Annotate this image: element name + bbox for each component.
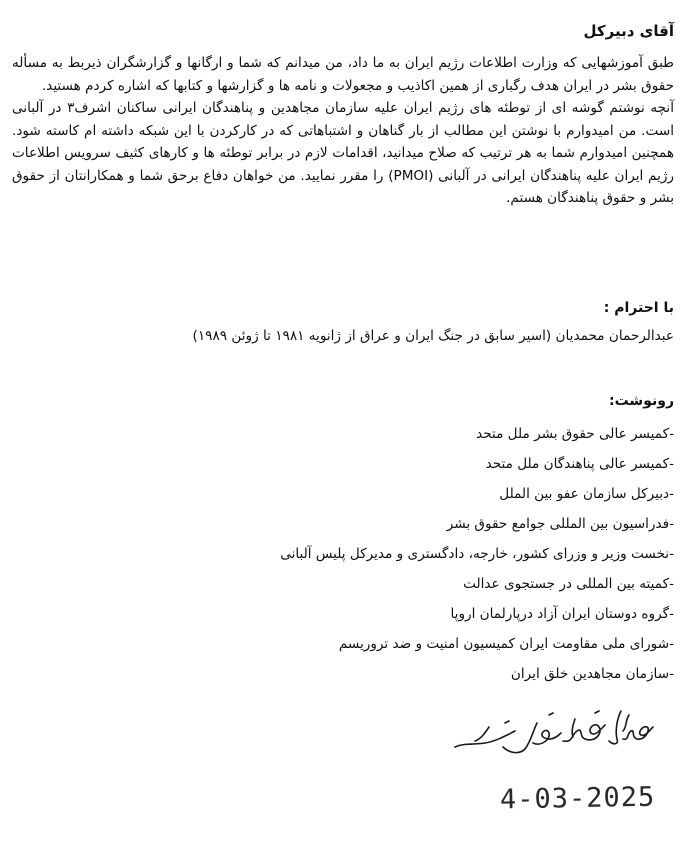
handwritten-signature-icon [445,697,665,761]
signer-name: عبدالرحمان محمدیان (اسیر سابق در جنگ ایران و عراق از ژانویه ۱۹۸۱ تا ژوئن ۱۹۸۹) [192,328,674,344]
handwritten-date: 4-03-2025 [499,781,656,816]
salutation: آقای دبیرکل [583,22,674,40]
cc-item: -فدراسیون بین المللی جوامع حقوق بشر [446,516,674,532]
paragraph-1: طبق آموزشهایی که وزارت اطلاعات رژیم ایران به ما داد، من میدانم که شما و ارگانها و گزارشگران ذیربط به مسأله حقوق بشر در ایران هدف رگباری از همین اکاذیب و مجعولات و نامه ها و گزارشها و کتابها که اشاره کردم هستید. [12,55,674,94]
cc-item: -سازمان مجاهدین خلق ایران [510,666,674,682]
cc-item: -کمیسر عالی حقوق بشر ملل متحد [476,426,674,442]
cc-item: -نخست وزیر و وزرای کشور، خارجه، دادگستری و مدیرکل پلیس آلبانی [280,546,674,562]
cc-item: -شورای ملی مقاومت ایران کمیسیون امنیت و ضد تروریسم [338,636,674,652]
cc-heading: رونوشت: [609,393,674,409]
cc-item: -گروه دوستان ایران آزاد درپارلمان اروپا [450,606,674,622]
cc-item: -کمیته بین المللی در جستجوی عدالت [463,576,674,592]
cc-item: -کمیسر عالی پناهندگان ملل متحد [485,456,674,472]
closing: با احترام : [603,300,674,316]
letter-body [12,52,674,210]
cc-list [280,419,674,689]
cc-item: -دبیرکل سازمان عفو بین الملل [499,486,674,502]
paragraph-2: آنچه نوشتم گوشه ای از توطئه های رژیم ایران علیه سازمان مجاهدین و پناهندگان ایرانی ساکنان اشرف۳ در آلبانی است. من امیدوارم با نوشتن این مطالب از بار گناهان و اشتباهاتی که در کارکردن با این شبکه داشته ام کاسته شود. همچنین امیدوارم شما به هر ترتیب که صلاح میدانید، اقدامات لازم در برابر توطئه ها و کارهای کثیف سرویس اطلاعات رژیم ایران علیه پناهندگان ایرانی در آلبانی (PMOI) را مقرر نمایید. من خواهان دفاع برحق شما و همکارانتان از حقوق بشر و حقوق پناهندگان هستم. [12,100,674,206]
